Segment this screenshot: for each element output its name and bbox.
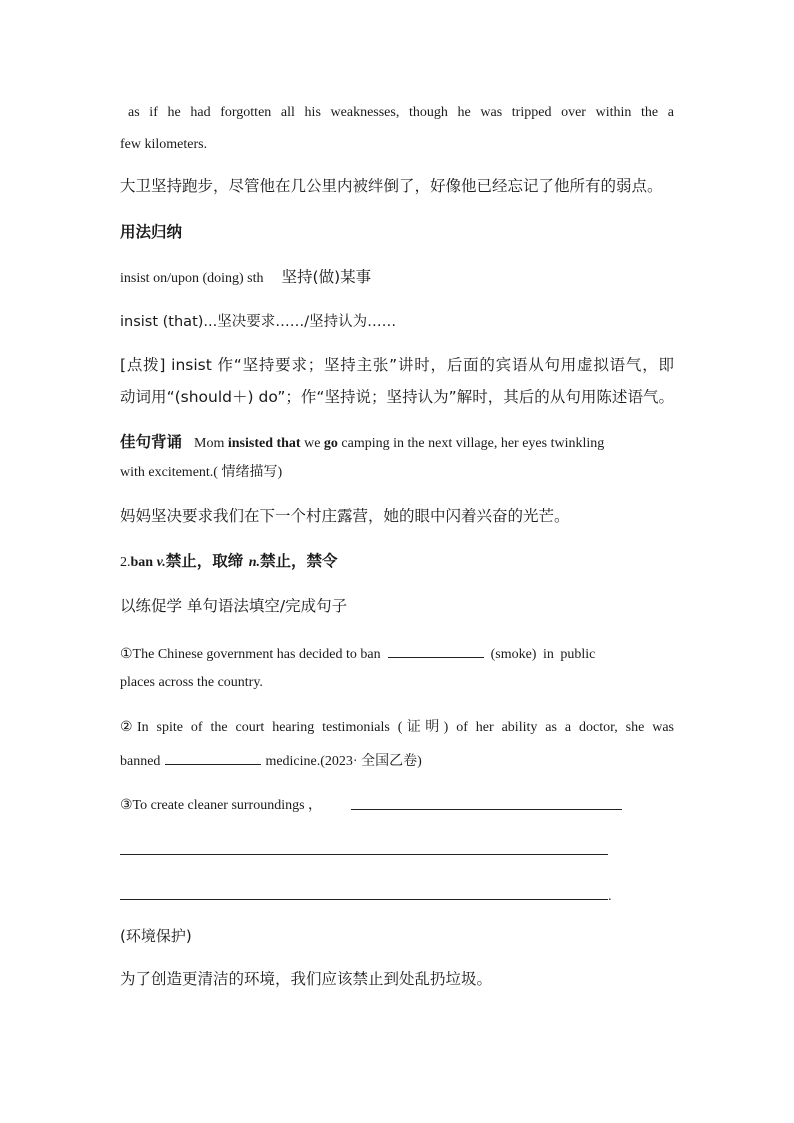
usage-item-1 [120,270,371,286]
good-sentence-label: 佳句背诵 [120,433,183,451]
good-sentence-highlight-1: insisted that [227,436,301,451]
usage-item-1-phrase: insist on/upon (doing) sth [120,271,264,286]
good-sentence-translation: 妈妈坚决要求我们在下一个村庄露营，她的眼中闪着兴奋的光芒。 [120,507,570,525]
practice-heading: 以练促学 单句语法填空/完成句子 [120,597,348,615]
entry-number: 2. [120,555,131,570]
example-sentence-line-2: few kilometers. [120,137,208,152]
exercise-1-hint: (smoke) in public [490,647,596,662]
exercise-3-line-1 [120,797,322,813]
exercise-3-topic: (环境保护) [120,927,192,945]
entry-noun-meaning: 禁止，禁令 [259,552,338,570]
exercise-3-answer-blank-3[interactable] [120,899,608,900]
exercise-1-line-1 [120,645,595,662]
exercise-2-line-1: ②In spite of the court hearing testimonials (证明) of her ability as a doctor, she was [120,720,674,735]
usage-summary-heading: 用法归纳 [120,223,183,241]
usage-item-1-meaning: 坚持(做)某事 [281,268,372,286]
example-translation: 大卫坚持跑步，尽管他在几公里内被绊倒了，好像他已经忘记了他所有的弱点。 [120,177,663,195]
exercise-3-prompt: ③To create cleaner surroundings ， [120,798,323,813]
tip-line-1: [点拨] insist 作“坚持要求；坚持主张”讲时，后面的宾语从句用虚拟语气，即 [120,356,674,374]
exercise-3-period: . [608,889,612,904]
exercise-3-answer-blank-1[interactable] [351,809,622,810]
exercise-2-text: banned [120,754,161,769]
exercise-3-translation: 为了创造更清洁的环境，我们应该禁止到处乱扔垃圾。 [120,970,493,988]
entry-pos-verb: v. [153,555,166,570]
good-sentence-line-2: with excitement.( 情绪描写) [120,465,283,480]
entry-verb-meaning: 禁止，取缔 [165,552,249,570]
exercise-2-source: medicine.(2023· 全国乙卷) [265,754,422,769]
exercise-2-blank[interactable] [165,752,261,765]
good-sentence-highlight-2: go [323,436,338,451]
entry-pos-noun: n. [248,555,260,570]
word-entry-ban [120,554,338,570]
good-sentence-text: camping in the next village, her eyes twinkling [337,436,605,451]
exercise-1-blank[interactable] [388,645,484,658]
exercise-2-line-2 [120,752,422,769]
usage-item-2: insist (that)...坚决要求……/坚持认为…… [120,314,397,330]
exercise-1-line-2: places across the country. [120,675,263,690]
good-sentence-line-1 [120,435,604,451]
tip-line-2: 动词用“(should＋) do”；作“坚持说；坚持认为”解时，其后的从句用陈述语气。 [120,388,674,406]
exercise-1-text: ①The Chinese government has decided to ban [120,647,381,662]
good-sentence-text: Mom [194,436,228,451]
entry-word: ban [130,555,154,570]
good-sentence-text: we [300,436,324,451]
exercise-3-answer-blank-2[interactable] [120,854,608,855]
example-sentence-line-1: as if he had forgotten all his weaknesses, though he was tripped over within the a [128,105,674,120]
